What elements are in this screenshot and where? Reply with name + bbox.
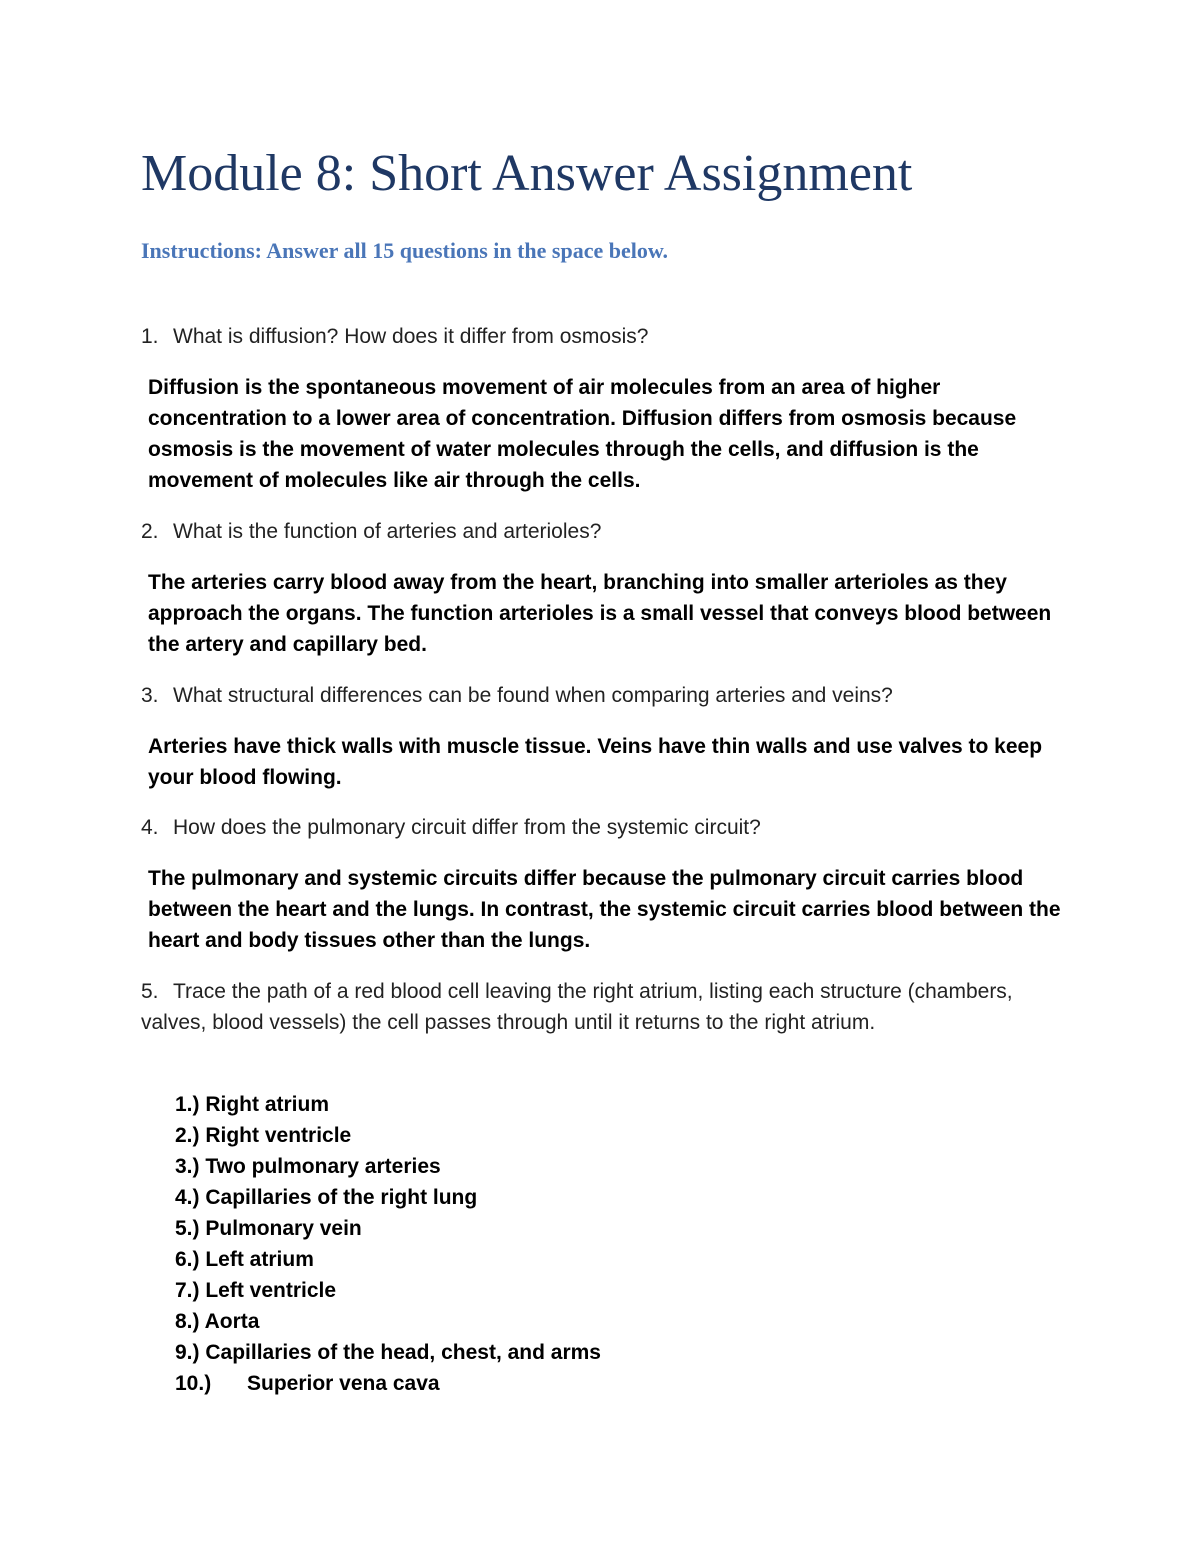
instructions-text: Instructions: Answer all 15 questions in the space below. [141, 238, 669, 263]
step-number: 1.) [175, 1093, 200, 1116]
question-2 [141, 516, 1071, 547]
answer-1: Diffusion is the spontaneous movement of air molecules from an area of higher concentration to a lower area of concentration. Diffusion differs from osmosis because osmosis is the movement of water molecules through the cells, and diffusion is the movement of molecules like air through the cells. [148, 376, 1017, 492]
list-item [175, 1306, 601, 1337]
step-text: Pulmonary vein [205, 1217, 362, 1240]
list-item [175, 1368, 601, 1399]
answer-block-1 [141, 372, 1071, 496]
step-number: 6.) [175, 1248, 200, 1271]
question-text: What structural differences can be found when comparing arteries and veins? [173, 684, 893, 707]
question-number: 5. [141, 980, 159, 1003]
step-number: 8.) [175, 1310, 200, 1333]
question-text: Trace the path of a red blood cell leaving the right atrium, listing each structure (chambers, valves, blood vessels) the cell passes through until it returns to the right atrium. [141, 980, 1013, 1034]
blood-path-list [175, 1089, 601, 1399]
step-text: Superior vena cava [247, 1372, 440, 1395]
answer-2: The arteries carry blood away from the heart, branching into smaller arterioles as they approach the organs. The function arterioles is a small vessel that conveys blood between the artery and capillary bed. [148, 571, 1052, 656]
question-number: 1. [141, 325, 159, 348]
question-block-4 [141, 812, 1071, 843]
answer-4: The pulmonary and systemic circuits differ because the pulmonary circuit carries blood between the heart and the lungs. In contrast, the systemic circuit carries blood between the heart and body tissues other than the lungs. [148, 867, 1061, 952]
question-number: 2. [141, 520, 159, 543]
step-text: Two pulmonary arteries [205, 1155, 441, 1178]
question-block-1 [141, 321, 1071, 352]
question-text: What is the function of arteries and arterioles? [173, 520, 602, 543]
question-text: What is diffusion? How does it differ from osmosis? [173, 325, 649, 348]
step-number: 7.) [175, 1279, 200, 1302]
list-item [175, 1151, 601, 1182]
question-3 [141, 680, 1071, 711]
step-number: 9.) [175, 1341, 200, 1364]
question-block-5 [141, 976, 1071, 1038]
question-5 [141, 976, 1071, 1038]
answer-block-2 [141, 567, 1071, 660]
step-text: Left atrium [205, 1248, 314, 1271]
list-item [175, 1337, 601, 1368]
question-1 [141, 321, 1071, 352]
answer-3: Arteries have thick walls with muscle tissue. Veins have thin walls and use valves to keep your blood flowing. [148, 735, 1043, 789]
step-number: 2.) [175, 1124, 200, 1147]
question-4 [141, 812, 1071, 843]
answer-block-4 [141, 863, 1071, 956]
step-text: Right atrium [205, 1093, 330, 1116]
question-number: 3. [141, 684, 159, 707]
list-item [175, 1089, 601, 1120]
step-text: Left ventricle [205, 1279, 337, 1302]
step-number: 4.) [175, 1186, 200, 1209]
step-text: Aorta [204, 1310, 260, 1333]
question-text: How does the pulmonary circuit differ from the systemic circuit? [173, 816, 761, 839]
step-number: 10.) [175, 1372, 212, 1395]
step-number: 5.) [175, 1217, 200, 1240]
list-item [175, 1120, 601, 1151]
step-text: Capillaries of the right lung [205, 1186, 478, 1209]
question-number: 4. [141, 816, 159, 839]
list-item [175, 1213, 601, 1244]
list-item [175, 1244, 601, 1275]
step-text: Capillaries of the head, chest, and arms [205, 1341, 601, 1364]
question-block-2 [141, 516, 1071, 547]
answer-block-3 [141, 731, 1071, 793]
step-text: Right ventricle [205, 1124, 352, 1147]
list-item [175, 1275, 601, 1306]
step-number: 3.) [175, 1155, 200, 1178]
question-block-3 [141, 680, 1071, 711]
list-item [175, 1182, 601, 1213]
page-title: Module 8: Short Answer Assignment [141, 145, 913, 202]
